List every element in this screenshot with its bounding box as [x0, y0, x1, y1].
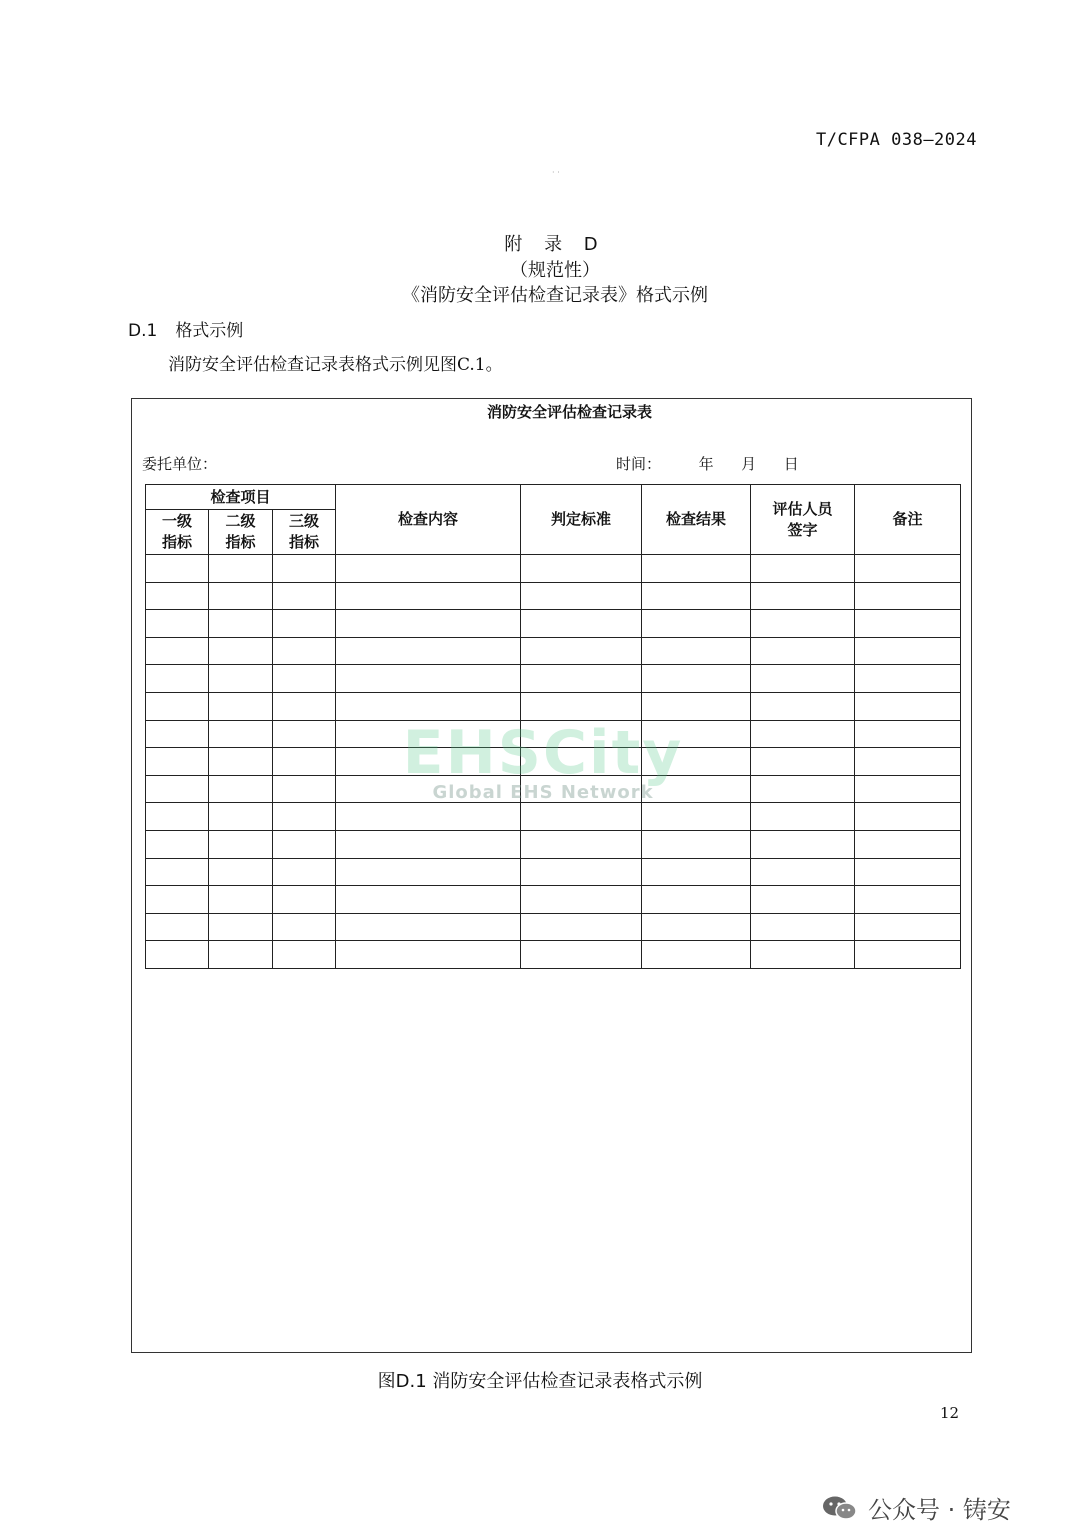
table-cell: [336, 610, 521, 638]
table-cell: [146, 803, 209, 831]
table-cell: [273, 610, 336, 638]
table-cell: [642, 858, 751, 886]
header-level1: [146, 510, 209, 555]
table-cell: [751, 941, 855, 969]
table-cell: [642, 913, 751, 941]
table-cell: [521, 692, 642, 720]
table-cell: [642, 692, 751, 720]
appendix-title: 附 录 D: [504, 234, 606, 255]
table-cell: [521, 803, 642, 831]
table-cell: [855, 941, 961, 969]
section-number: D.1: [128, 321, 158, 341]
table-cell: [751, 886, 855, 914]
section-title: 格式示例: [175, 321, 244, 341]
table-cell: [146, 692, 209, 720]
header-signature: [751, 485, 855, 555]
table-cell: [336, 886, 521, 914]
form-title: 消防安全评估检查记录表: [486, 403, 652, 421]
table-cell: [273, 803, 336, 831]
table-cell: [273, 555, 336, 583]
table-cell: [336, 637, 521, 665]
day-label: 日: [783, 455, 799, 473]
table-cell: [642, 637, 751, 665]
header-remarks: 备注: [855, 485, 961, 555]
table-cell: [209, 720, 273, 748]
table-cell: [521, 886, 642, 914]
table-cell: [642, 582, 751, 610]
table-cell: [146, 720, 209, 748]
table-cell: [521, 637, 642, 665]
header-content: 检查内容: [336, 485, 521, 555]
header-level1-text: 一级指标: [161, 512, 192, 551]
table-cell: [209, 886, 273, 914]
table-cell: [209, 582, 273, 610]
table-cell: [855, 830, 961, 858]
header-level3: [273, 510, 336, 555]
table-cell: [855, 637, 961, 665]
table-cell: [751, 610, 855, 638]
table-cell: [855, 803, 961, 831]
watermark: [398, 718, 688, 803]
table-cell: [209, 748, 273, 776]
table-cell: [751, 582, 855, 610]
table-cell: [273, 720, 336, 748]
table-cell: [209, 858, 273, 886]
standard-code: T/CFPA 038—2024: [815, 130, 977, 150]
table-cell: [855, 913, 961, 941]
table-cell: [642, 610, 751, 638]
watermark-sub: Global EHS Network: [432, 782, 654, 803]
table-cell: [855, 886, 961, 914]
table-cell: [273, 582, 336, 610]
header-level2-text: 二级指标: [225, 512, 256, 551]
table-cell: [751, 803, 855, 831]
table-cell: [751, 692, 855, 720]
header-criteria: 判定标准: [521, 485, 642, 555]
table-cell: [209, 555, 273, 583]
table-cell: [146, 748, 209, 776]
table-cell: [209, 665, 273, 693]
table-row: [146, 941, 961, 969]
table-cell: [273, 913, 336, 941]
table-row: [146, 665, 961, 693]
header-result: 检查结果: [642, 485, 751, 555]
table-cell: [751, 720, 855, 748]
table-cell: [336, 830, 521, 858]
table-cell: [521, 582, 642, 610]
table-cell: [146, 858, 209, 886]
footer-text: 公众号 · 铸安: [868, 1496, 1011, 1524]
wechat-footer[interactable]: [822, 1490, 1011, 1525]
table-cell: [209, 803, 273, 831]
table-cell: [209, 830, 273, 858]
table-cell: [336, 941, 521, 969]
table-cell: [751, 858, 855, 886]
section-heading: [128, 316, 243, 341]
client-label: 委托单位：: [142, 455, 218, 473]
table-cell: [751, 775, 855, 803]
table-cell: [273, 830, 336, 858]
table-cell: [642, 803, 751, 831]
table-cell: [642, 555, 751, 583]
table-row: [146, 555, 961, 583]
table-cell: [521, 858, 642, 886]
table-cell: [855, 665, 961, 693]
appendix-name: 《消防安全评估检查记录表》格式示例: [402, 285, 708, 306]
table-cell: [146, 886, 209, 914]
table-cell: [209, 913, 273, 941]
header-level3-text: 三级指标: [289, 512, 320, 551]
body-paragraph: 消防安全评估检查记录表格式示例见图C.1。: [168, 355, 503, 375]
table-cell: [751, 913, 855, 941]
table-cell: [273, 858, 336, 886]
table-cell: [521, 941, 642, 969]
table-cell: [521, 610, 642, 638]
table-cell: [751, 830, 855, 858]
table-cell: [336, 803, 521, 831]
table-cell: [273, 692, 336, 720]
table-cell: [209, 775, 273, 803]
table-cell: [855, 610, 961, 638]
table-cell: [855, 748, 961, 776]
table-cell: [146, 637, 209, 665]
table-cell: [751, 555, 855, 583]
table-cell: [146, 775, 209, 803]
table-row: [146, 610, 961, 638]
table-cell: [521, 555, 642, 583]
table-row: [146, 637, 961, 665]
figure-caption: 图D.1 消防安全评估检查记录表格式示例: [377, 1371, 703, 1392]
watermark-main: EHSCity: [402, 718, 684, 788]
table-cell: [273, 637, 336, 665]
table-cell: [751, 637, 855, 665]
table-cell: [146, 582, 209, 610]
month-label: 月: [741, 455, 757, 473]
year-label: 年: [698, 455, 714, 473]
table-row: [146, 830, 961, 858]
header-signature-line2: 签字: [787, 520, 818, 539]
table-row: [146, 858, 961, 886]
table-cell: [642, 886, 751, 914]
appendix-type: （规范性）: [510, 260, 600, 281]
table-cell: [209, 941, 273, 969]
table-cell: [642, 665, 751, 693]
table-row: [146, 582, 961, 610]
table-cell: [209, 637, 273, 665]
table-cell: [146, 555, 209, 583]
table-cell: [642, 941, 751, 969]
table-cell: [855, 720, 961, 748]
table-cell: [336, 913, 521, 941]
table-cell: [146, 830, 209, 858]
table-cell: [521, 913, 642, 941]
table-cell: [642, 830, 751, 858]
wechat-icon: [822, 1495, 858, 1521]
table-cell: [273, 775, 336, 803]
table-cell: [146, 941, 209, 969]
time-row: [616, 453, 799, 474]
table-cell: [336, 582, 521, 610]
table-cell: [336, 858, 521, 886]
table-cell: [751, 748, 855, 776]
table-cell: [336, 665, 521, 693]
table-cell: [336, 692, 521, 720]
table-cell: [855, 692, 961, 720]
time-label: 时间：: [616, 455, 662, 473]
table-cell: [521, 830, 642, 858]
table-row: [146, 692, 961, 720]
table-cell: [273, 941, 336, 969]
table-cell: [209, 610, 273, 638]
table-row: [146, 913, 961, 941]
table-cell: [751, 665, 855, 693]
header-signature-line1: 评估人员: [772, 499, 833, 518]
table-cell: [336, 555, 521, 583]
table-cell: [273, 748, 336, 776]
table-cell: [209, 692, 273, 720]
header-inspection-items: 检查项目: [146, 485, 336, 510]
table-row: [146, 803, 961, 831]
table-cell: [146, 913, 209, 941]
header-level2: [209, 510, 273, 555]
table-cell: [146, 665, 209, 693]
table-cell: [855, 775, 961, 803]
table-cell: [855, 858, 961, 886]
table-row: [146, 886, 961, 914]
table-cell: [855, 555, 961, 583]
table-cell: [273, 665, 336, 693]
page-number: 12: [940, 1404, 960, 1422]
table-cell: [521, 665, 642, 693]
table-cell: [855, 582, 961, 610]
header-dots: · ·: [552, 168, 560, 177]
table-cell: [273, 886, 336, 914]
table-cell: [146, 610, 209, 638]
